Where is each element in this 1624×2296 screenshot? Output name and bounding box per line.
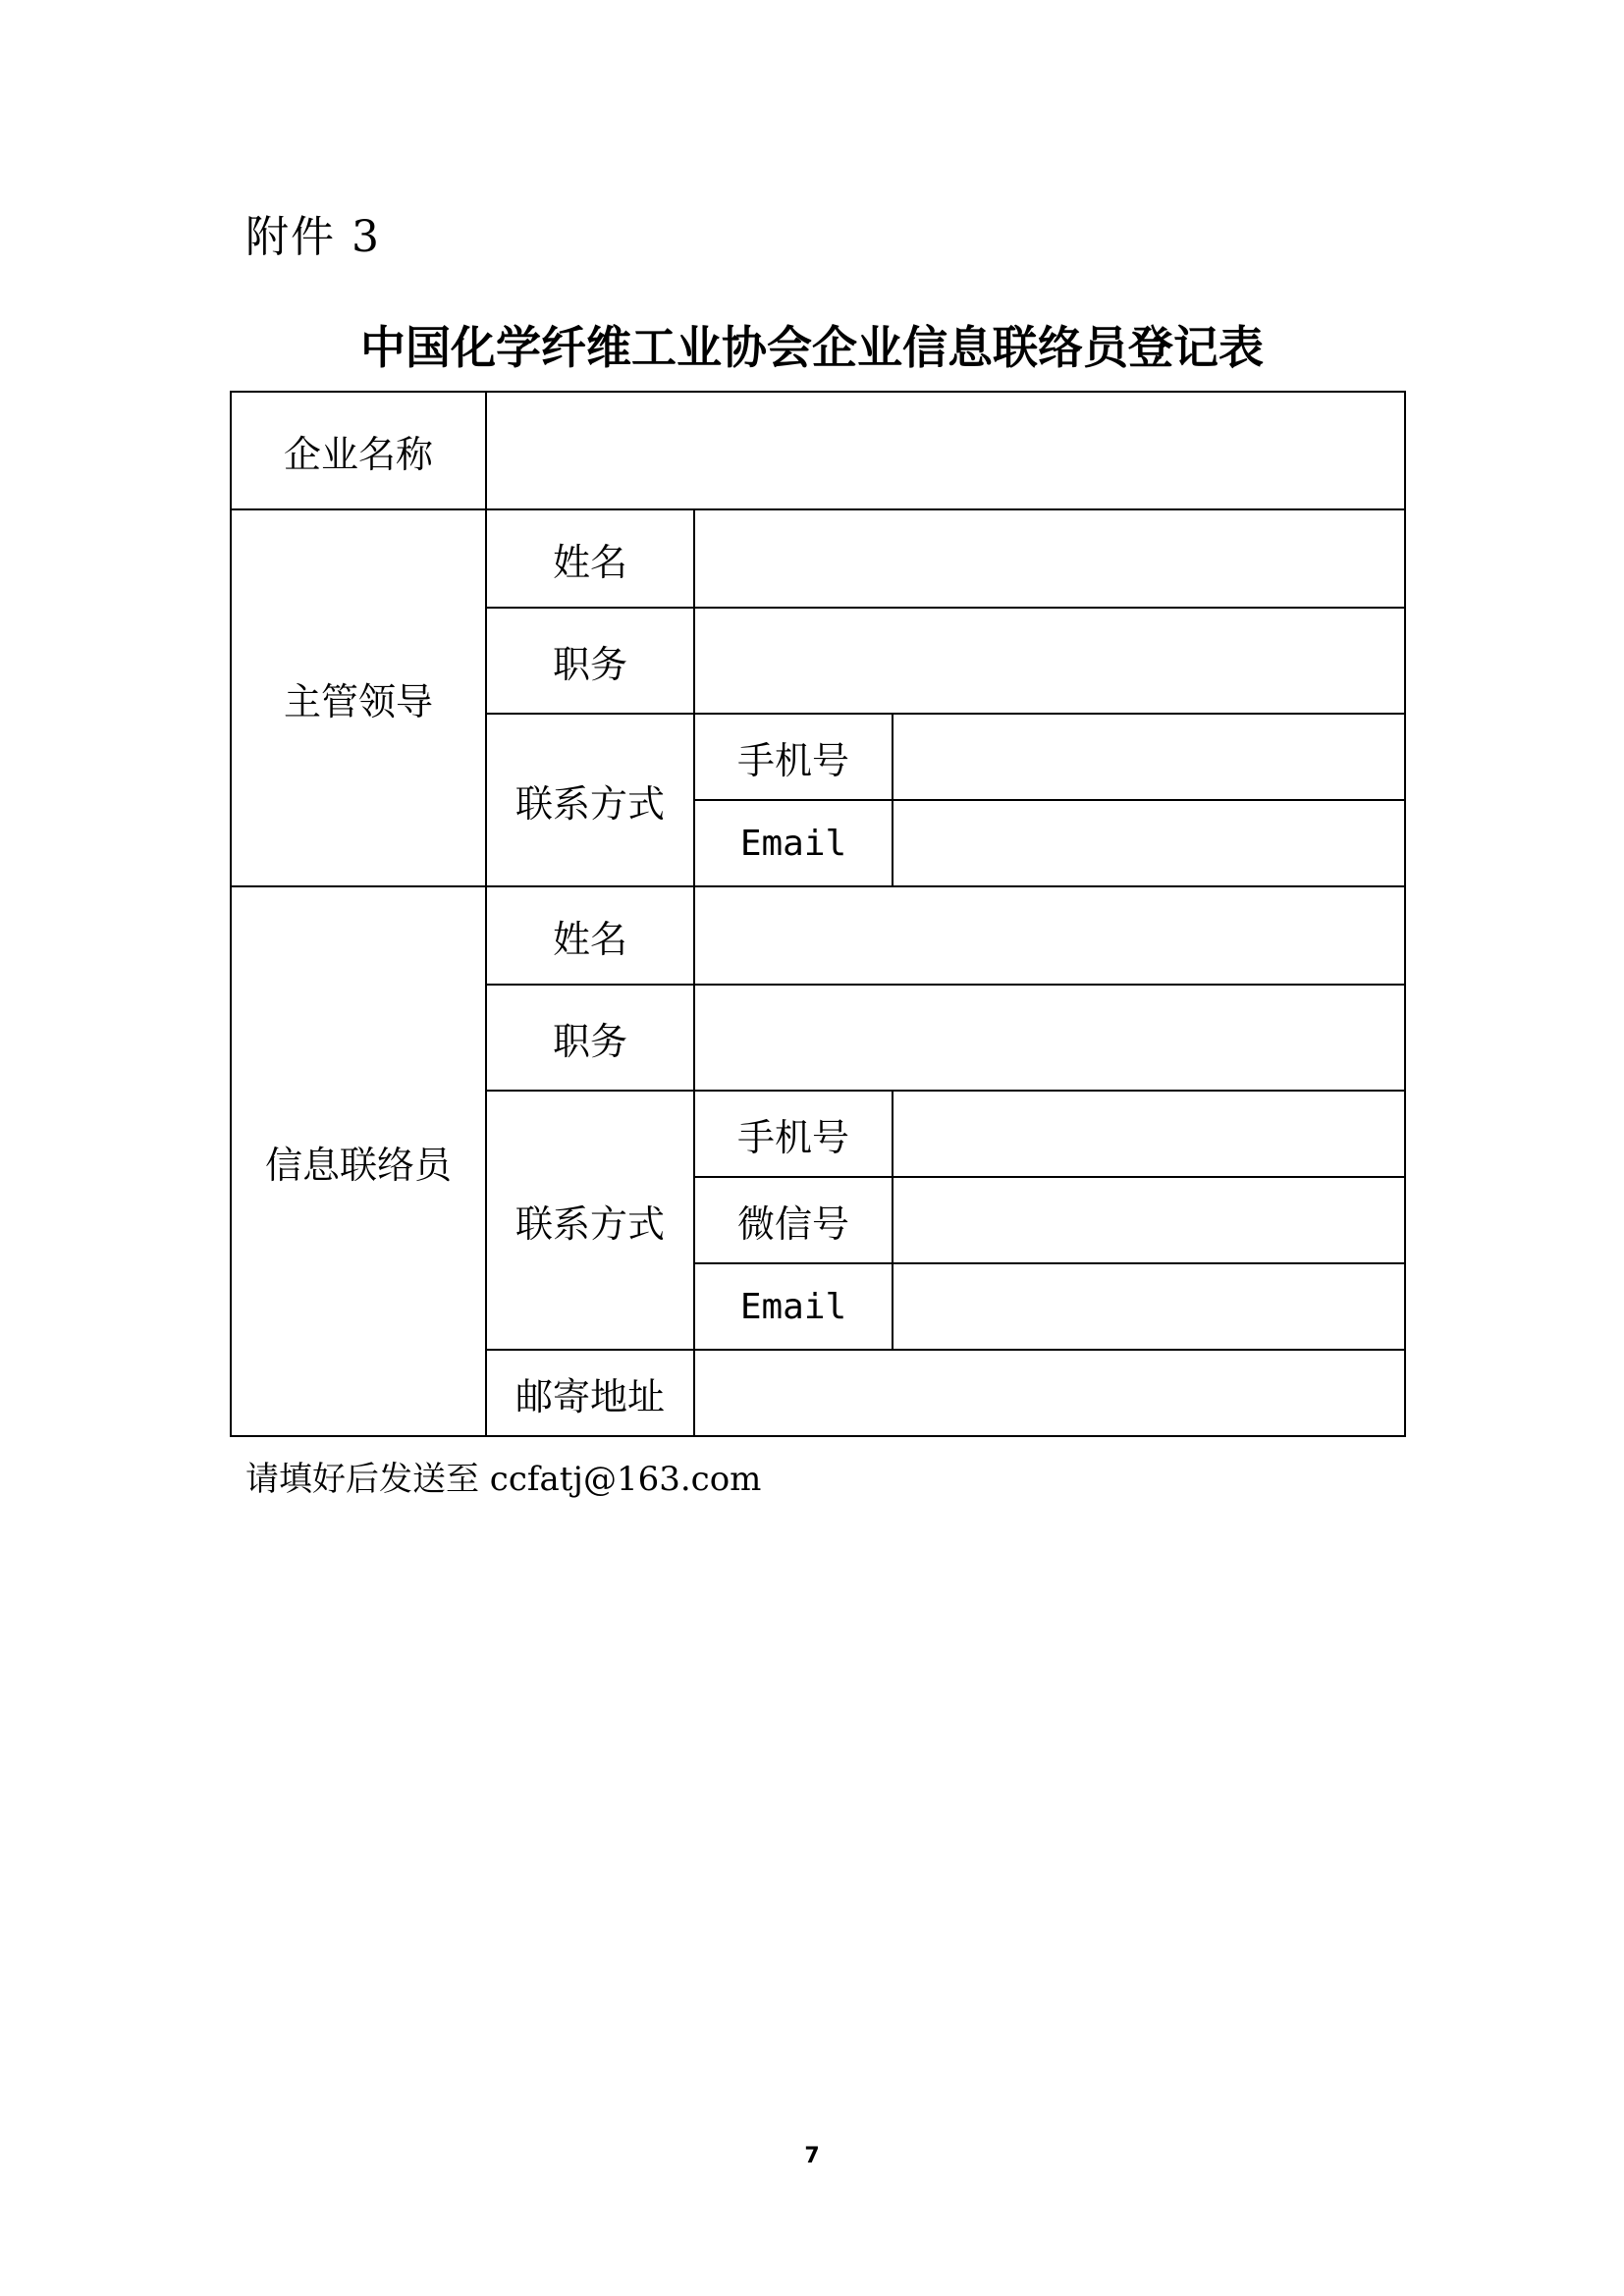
attachment-label: 附件 3 [245,212,381,262]
liaison-group-label: 信息联络员 [231,886,486,1436]
leader-name-label: 姓名 [486,509,694,608]
liaison-name-field[interactable] [694,886,1405,985]
liaison-email-label: Email [694,1263,893,1350]
liaison-address-field[interactable] [694,1350,1405,1436]
liaison-mobile-label: 手机号 [694,1091,893,1177]
leader-contact-label: 联系方式 [486,714,694,886]
liaison-mobile-field[interactable] [893,1091,1405,1177]
company-name-field[interactable] [486,392,1405,509]
page-number: 7 [804,2144,820,2168]
submission-note: 请填好后发送至 ccfatj@163.com [245,1460,762,1499]
company-name-row [231,392,1405,509]
liaison-email-field[interactable] [893,1263,1405,1350]
liaison-name-row [231,886,1405,985]
liaison-wechat-field[interactable] [893,1177,1405,1263]
liaison-position-field[interactable] [694,985,1405,1091]
leader-group-label: 主管领导 [231,509,486,886]
liaison-position-label: 职务 [486,985,694,1091]
liaison-wechat-label: 微信号 [694,1177,893,1263]
company-name-label: 企业名称 [231,392,486,509]
liaison-name-label: 姓名 [486,886,694,985]
leader-name-row [231,509,1405,608]
form-title: 中国化学纤维工业协会企业信息联络员登记表 [360,321,1264,374]
registration-table [230,391,1406,1437]
leader-mobile-label: 手机号 [694,714,893,800]
liaison-address-label: 邮寄地址 [486,1350,694,1436]
liaison-contact-label: 联系方式 [486,1091,694,1350]
leader-position-field[interactable] [694,608,1405,714]
leader-position-label: 职务 [486,608,694,714]
leader-email-field[interactable] [893,800,1405,886]
leader-name-field[interactable] [694,509,1405,608]
leader-email-label: Email [694,800,893,886]
leader-mobile-field[interactable] [893,714,1405,800]
